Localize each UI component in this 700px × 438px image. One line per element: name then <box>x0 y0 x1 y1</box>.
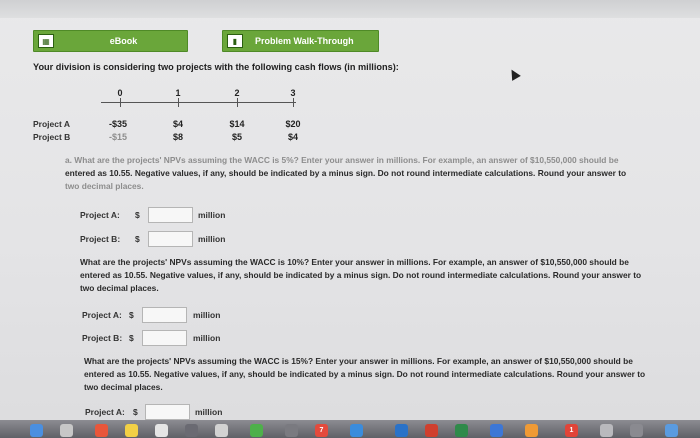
part-b-project-b-unit: million <box>193 333 221 343</box>
part-b-project-b-input[interactable] <box>142 330 187 346</box>
project-a-cf-2: $14 <box>229 119 245 129</box>
part-a-project-b-currency: $ <box>135 234 140 244</box>
book-icon: ▦ <box>38 34 54 48</box>
word-icon[interactable] <box>395 424 408 437</box>
part-b-line-2: entered as 10.55. Negative values, if any, should be indicated by a minus sign. Do not round intermediate calculations. Round your answer to <box>80 270 642 280</box>
part-c-instructions <box>84 355 645 394</box>
app-icon[interactable] <box>600 424 613 437</box>
project-a-cf-1: $4 <box>172 119 184 129</box>
part-a-project-b-unit: million <box>198 234 226 244</box>
part-b-project-a-label: Project A: <box>82 310 122 320</box>
period-3: 3 <box>290 88 296 98</box>
timeline-tick <box>293 98 294 107</box>
part-a-instructions <box>65 154 626 193</box>
period-0: 0 <box>117 88 123 98</box>
period-1: 1 <box>175 88 181 98</box>
excel-icon[interactable] <box>455 424 468 437</box>
project-b-cf-3: $4 <box>287 132 299 142</box>
ebook-label: eBook <box>109 36 138 46</box>
question-intro: Your division is considering two projects with the following cash flows (in millions): <box>33 62 399 72</box>
period-2: 2 <box>234 88 240 98</box>
part-b-instructions <box>80 256 641 295</box>
part-c-project-a-unit: million <box>195 407 223 417</box>
part-c-project-a-input[interactable] <box>145 404 190 420</box>
app-icon[interactable] <box>185 424 198 437</box>
part-b-project-b-label: Project B: <box>82 333 123 343</box>
notification-badge-icon[interactable]: 7 <box>315 424 328 437</box>
part-a-project-a-unit: million <box>198 210 226 220</box>
problem-walkthrough-button[interactable] <box>222 30 379 52</box>
launchpad-icon[interactable] <box>60 424 73 437</box>
notes-icon[interactable] <box>125 424 138 437</box>
timeline-tick <box>237 98 238 107</box>
ebook-button[interactable] <box>33 30 188 52</box>
project-a-row-label: Project A <box>33 119 71 129</box>
project-b-cf-0: -$15 <box>108 132 128 142</box>
app-icon[interactable] <box>665 424 678 437</box>
mouse-cursor-icon <box>507 67 521 81</box>
calendar-icon[interactable] <box>95 424 108 437</box>
part-c-line-1: What are the projects' NPVs assuming the WACC is 15%? Enter your answer in millions. For example, an answer of $10,550,000 should be <box>84 356 633 366</box>
part-b-project-a-input[interactable] <box>142 307 187 323</box>
powerpoint-icon[interactable] <box>425 424 438 437</box>
project-b-cf-2: $5 <box>231 132 243 142</box>
project-b-cf-1: $8 <box>172 132 184 142</box>
walkthrough-icon: ▮ <box>227 34 243 48</box>
part-a-project-a-label: Project A: <box>80 210 120 220</box>
browser-top-bar <box>0 0 700 18</box>
app-icon[interactable] <box>490 424 503 437</box>
part-c-line-2: entered as 10.55. Negative values, if any, should be indicated by a minus sign. Do not round intermediate calculations. Round your answer to <box>84 369 646 379</box>
part-c-project-a-label: Project A: <box>85 407 125 417</box>
part-c-project-a-currency: $ <box>133 407 138 417</box>
part-b-line-1: What are the projects' NPVs assuming the WACC is 10%? Enter your answer in millions. For example, an answer of $10,550,000 should be <box>80 257 629 267</box>
notification-badge-icon[interactable]: 1 <box>565 424 578 437</box>
part-c-line-3: two decimal places. <box>84 382 163 392</box>
timeline-axis <box>101 102 296 103</box>
part-b-line-3: two decimal places. <box>80 283 159 293</box>
finder-icon[interactable] <box>30 424 43 437</box>
part-a-project-b-label: Project B: <box>80 234 121 244</box>
photos-icon[interactable] <box>215 424 228 437</box>
part-a-line-1: a. What are the projects' NPVs assuming the WACC is 5%? Enter your answer in millions. For example, an answer of $10,550,000 should be <box>65 155 619 165</box>
part-a-project-a-currency: $ <box>135 210 140 220</box>
part-b-project-a-unit: million <box>193 310 221 320</box>
part-a-project-b-input[interactable] <box>148 231 193 247</box>
project-a-cf-0: -$35 <box>108 119 128 129</box>
app-icon[interactable] <box>630 424 643 437</box>
messages-icon[interactable] <box>250 424 263 437</box>
app-store-icon[interactable] <box>350 424 363 437</box>
part-a-line-2: entered as 10.55. Negative values, if any, should be indicated by a minus sign. Do not round intermediate calculations. Round your answer to <box>65 168 627 178</box>
app-icon[interactable] <box>525 424 538 437</box>
part-a-line-3: two decimal places. <box>65 181 144 191</box>
reminders-icon[interactable] <box>155 424 168 437</box>
part-b-project-b-currency: $ <box>129 333 134 343</box>
part-b-project-a-currency: $ <box>129 310 134 320</box>
timeline-tick <box>178 98 179 107</box>
part-a-project-a-input[interactable] <box>148 207 193 223</box>
timeline-tick <box>120 98 121 107</box>
project-a-cf-3: $20 <box>285 119 301 129</box>
app-icon[interactable] <box>285 424 298 437</box>
walkthrough-label: Problem Walk-Through <box>255 36 354 46</box>
project-b-row-label: Project B <box>33 132 71 142</box>
